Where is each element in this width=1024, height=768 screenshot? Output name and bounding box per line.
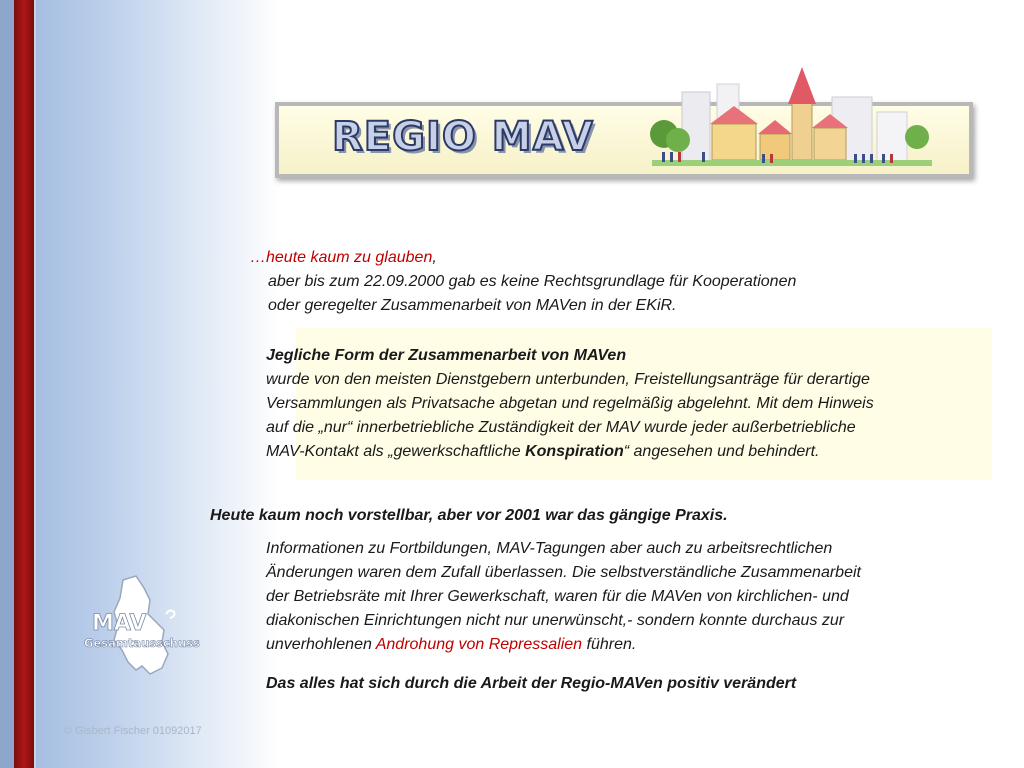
section2-line-5-pre: unverhohlenen	[266, 636, 376, 653]
logo-mav-text: MAV	[92, 611, 147, 636]
box-line-4	[266, 440, 819, 464]
section2-line-1: Informationen zu Fortbildungen, MAV-Tagungen aber auch zu arbeitsrechtlichen	[266, 540, 833, 557]
regio-mav-banner	[270, 62, 970, 192]
intro-line-1: aber bis zum 22.09.2000 gab es keine Rechtsgrundlage für Kooperationen	[268, 273, 797, 290]
box-line-2: Versammlungen als Privatsache abgetan und regelmäßig abgelehnt. Mit dem Hinweis	[266, 395, 874, 412]
intro-lead	[250, 246, 437, 270]
box-line-4-bold: Konspiration	[525, 443, 624, 460]
sidebar-stripe-line	[34, 0, 36, 768]
town-illustration	[642, 62, 942, 182]
box-line-4-post: “ angesehen und behindert.	[623, 443, 820, 460]
sidebar-stripe-red	[14, 0, 34, 768]
banner-title: REGIO MAV	[332, 114, 594, 160]
logo-gesamtausschuss-text: Gesamtausschuss	[84, 636, 200, 650]
box-line-3: auf die „nur“ innerbetriebliche Zuständigkeit der MAV wurde jeder außerbetriebliche	[266, 419, 856, 436]
section2-heading: Heute kaum noch vorstellbar, aber vor 2001 war das gängige Praxis.	[210, 507, 728, 524]
mav-gesamtausschuss-logo	[78, 570, 228, 680]
section2-line-3: der Betriebsräte mit Ihrer Gewerkschaft, waren für die MAVen von kirchlichen- und	[266, 588, 849, 605]
sidebar-stripe-blue	[0, 0, 14, 768]
section2-closing: Das alles hat sich durch die Arbeit der Regio-MAVen positiv verändert	[266, 675, 797, 692]
section2-line-5-red: Androhung von Repressalien	[375, 636, 583, 653]
copyright: © Gisbert Fischer 01092017	[64, 725, 202, 737]
section2-line-4: diakonischen Einrichtungen nicht nur unerwünscht,- sondern konnte durchaus zur	[266, 612, 845, 629]
intro-line-2: oder geregelter Zusammenarbeit von MAVen in der EKiR.	[268, 297, 677, 314]
box-line-4-pre: MAV-Kontakt als „gewerkschaftliche	[266, 443, 526, 460]
section2-line-2: Änderungen waren dem Zufall überlassen. Die selbstverständliche Zusammenarbeit	[266, 564, 861, 581]
intro-lead-red: …heute kaum zu glauben	[250, 249, 433, 266]
section2-line-5	[266, 633, 636, 657]
section2-line-5-post: führen.	[582, 636, 637, 653]
box-heading: Jegliche Form der Zusammenarbeit von MAVen	[266, 347, 627, 364]
intro-lead-punct: ,	[432, 249, 437, 266]
box-line-1: wurde von den meisten Dienstgebern unterbunden, Freistellungsanträge für derartige	[266, 371, 870, 388]
